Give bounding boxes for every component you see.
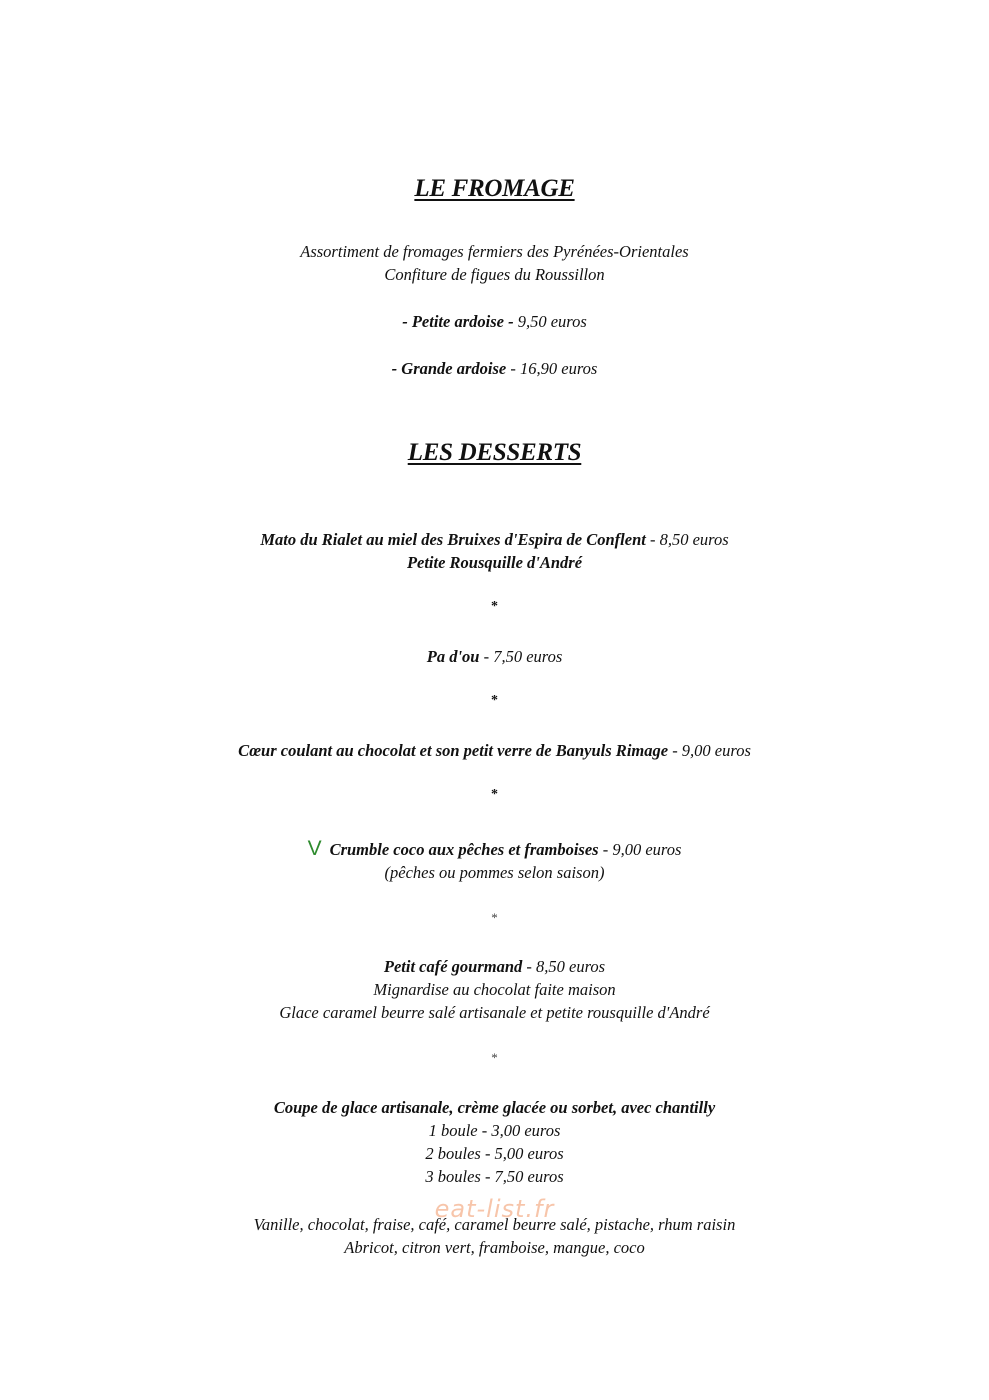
crumble-price: - 9,00 euros bbox=[602, 840, 682, 859]
desserts-title: LES DESSERTS bbox=[407, 439, 582, 466]
separator-2: * bbox=[491, 693, 498, 708]
coeur-item bbox=[0, 740, 989, 762]
fromage-title: LE FROMAGE bbox=[414, 175, 575, 202]
cafe-name: Petit café gourmand bbox=[383, 957, 523, 976]
watermark: eat-list.fr bbox=[434, 1195, 555, 1223]
padou-name: Pa d'ou bbox=[426, 647, 480, 666]
fromage-description: Assortiment de fromages fermiers des Pyrénées-Orientales bbox=[300, 242, 689, 261]
mato-name: Mato du Rialet au miel des Bruixes d'Espira de Conflent bbox=[260, 530, 646, 549]
fromage-confiture: Confiture de figues du Roussillon bbox=[384, 265, 605, 284]
padou-price: - 7,50 euros bbox=[483, 647, 563, 666]
boule-1: 1 boule - 3,00 euros bbox=[428, 1121, 561, 1140]
coeur-name: Cœur coulant au chocolat et son petit verre de Banyuls Rimage bbox=[238, 741, 669, 760]
coeur-price: - 9,00 euros bbox=[672, 741, 751, 760]
flavors-line-2: Abricot, citron vert, framboise, mangue, coco bbox=[344, 1238, 645, 1257]
mato-item bbox=[0, 529, 989, 551]
mato-subtitle: Petite Rousquille d'André bbox=[406, 553, 583, 572]
grande-ardoise-name: - Grande ardoise bbox=[391, 359, 507, 378]
cafe-item bbox=[0, 956, 989, 978]
boule-2: 2 boules - 5,00 euros bbox=[425, 1144, 564, 1163]
separator-3: * bbox=[491, 787, 498, 802]
petite-ardoise-price: 9,50 euros bbox=[517, 312, 587, 331]
cafe-price: - 8,50 euros bbox=[526, 957, 606, 976]
padou-item bbox=[0, 646, 989, 668]
mato-price: - 8,50 euros bbox=[649, 530, 729, 549]
vegetarian-mark: V bbox=[307, 837, 322, 860]
boule-3: 3 boules - 7,50 euros bbox=[425, 1167, 564, 1186]
separator-5: * bbox=[491, 1050, 498, 1065]
cafe-line-1: Mignardise au chocolat faite maison bbox=[373, 980, 616, 999]
petite-ardoise-name: - Petite ardoise - bbox=[402, 312, 514, 331]
separator-4: * bbox=[491, 910, 498, 925]
crumble-subtitle: (pêches ou pommes selon saison) bbox=[384, 863, 605, 882]
grande-ardoise bbox=[0, 358, 989, 380]
coupe-name: Coupe de glace artisanale, crème glacée ou sorbet, avec chantilly bbox=[273, 1098, 716, 1117]
cafe-line-2: Glace caramel beurre salé artisanale et petite rousquille d'André bbox=[279, 1003, 710, 1022]
flavors-line-1: Vanille, chocolat, fraise, café, caramel beurre salé, pistache, rhum raisin bbox=[253, 1215, 736, 1234]
crumble-item bbox=[0, 838, 989, 861]
grande-ardoise-price: - 16,90 euros bbox=[510, 359, 598, 378]
crumble-name: Crumble coco aux pêches et framboises bbox=[329, 840, 599, 859]
separator-1: * bbox=[491, 599, 498, 614]
petite-ardoise bbox=[0, 311, 989, 333]
